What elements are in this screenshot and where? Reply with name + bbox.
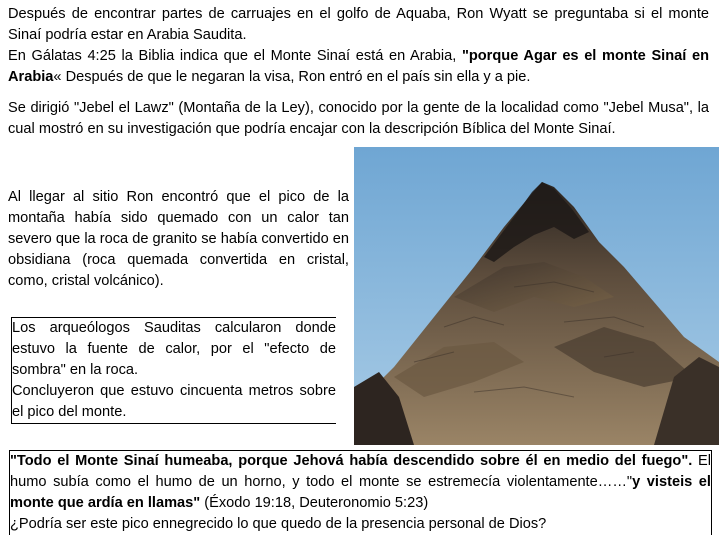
archaeologists-box	[11, 317, 336, 424]
scripture-box	[9, 450, 712, 535]
closing-question: ¿Podría ser este pico ennegrecido lo que quedo de la presencia personal de Dios?	[10, 516, 547, 532]
scripture-quote-2: y visteis el monte que ardía en llamas"	[10, 474, 711, 511]
scripture-text	[10, 451, 711, 514]
jebel-paragraph	[8, 98, 709, 140]
obsidian-paragraph	[8, 187, 349, 292]
scripture-quote-1: "Todo el Monte Sinaí humeaba, porque Jehová había descendido sobre él en medio del fuego".	[10, 453, 693, 469]
mountain-photo	[354, 147, 719, 445]
galatas-quote: "porque Agar es el monte Sinaí en Arabia	[8, 48, 709, 85]
galatas-line	[8, 46, 709, 88]
obsidian-text: Al llegar al sitio Ron encontró que el pico de la montaña había sido quemado con un calor tan severo que la roca de granito se había convertido en obsidiana (roca quemada convertida en cristal, como, cristal volcánico).	[8, 189, 349, 289]
visa-text: « Después de que le negaran la visa, Ron entró en el país sin ella y a pie.	[53, 69, 531, 85]
scripture-reference: (Éxodo 19:18, Deuteronomio 5:23)	[200, 495, 429, 511]
intro-paragraph	[8, 4, 709, 88]
intro-line: Después de encontrar partes de carruajes en el golfo de Aquaba, Ron Wyatt se preguntaba si el monte Sinaí podría estar en Arabia Saudita.	[8, 6, 709, 43]
jebel-text: Se dirigió "Jebel el Lawz" (Montaña de la Ley), conocido por la gente de la localidad como "Jebel Musa", la cual mostró en su investigación que podría encajar con la descripción Bíblica del Monte Sinaí.	[8, 100, 709, 137]
galatas-text: En Gálatas 4:25 la Biblia indica que el Monte Sinaí está en Arabia,	[8, 48, 462, 64]
archaeologists-text: Los arqueólogos Sauditas calcularon donde estuvo la fuente de calor, por el "efecto de sombra" en la roca.	[12, 320, 336, 378]
fifty-meters-text: Concluyeron que estuvo cincuenta metros sobre el pico del monte.	[12, 383, 336, 420]
scripture-text-1: El humo subía como el humo de un horno, y todo el monte se estremecía violentamente……"	[10, 453, 712, 490]
